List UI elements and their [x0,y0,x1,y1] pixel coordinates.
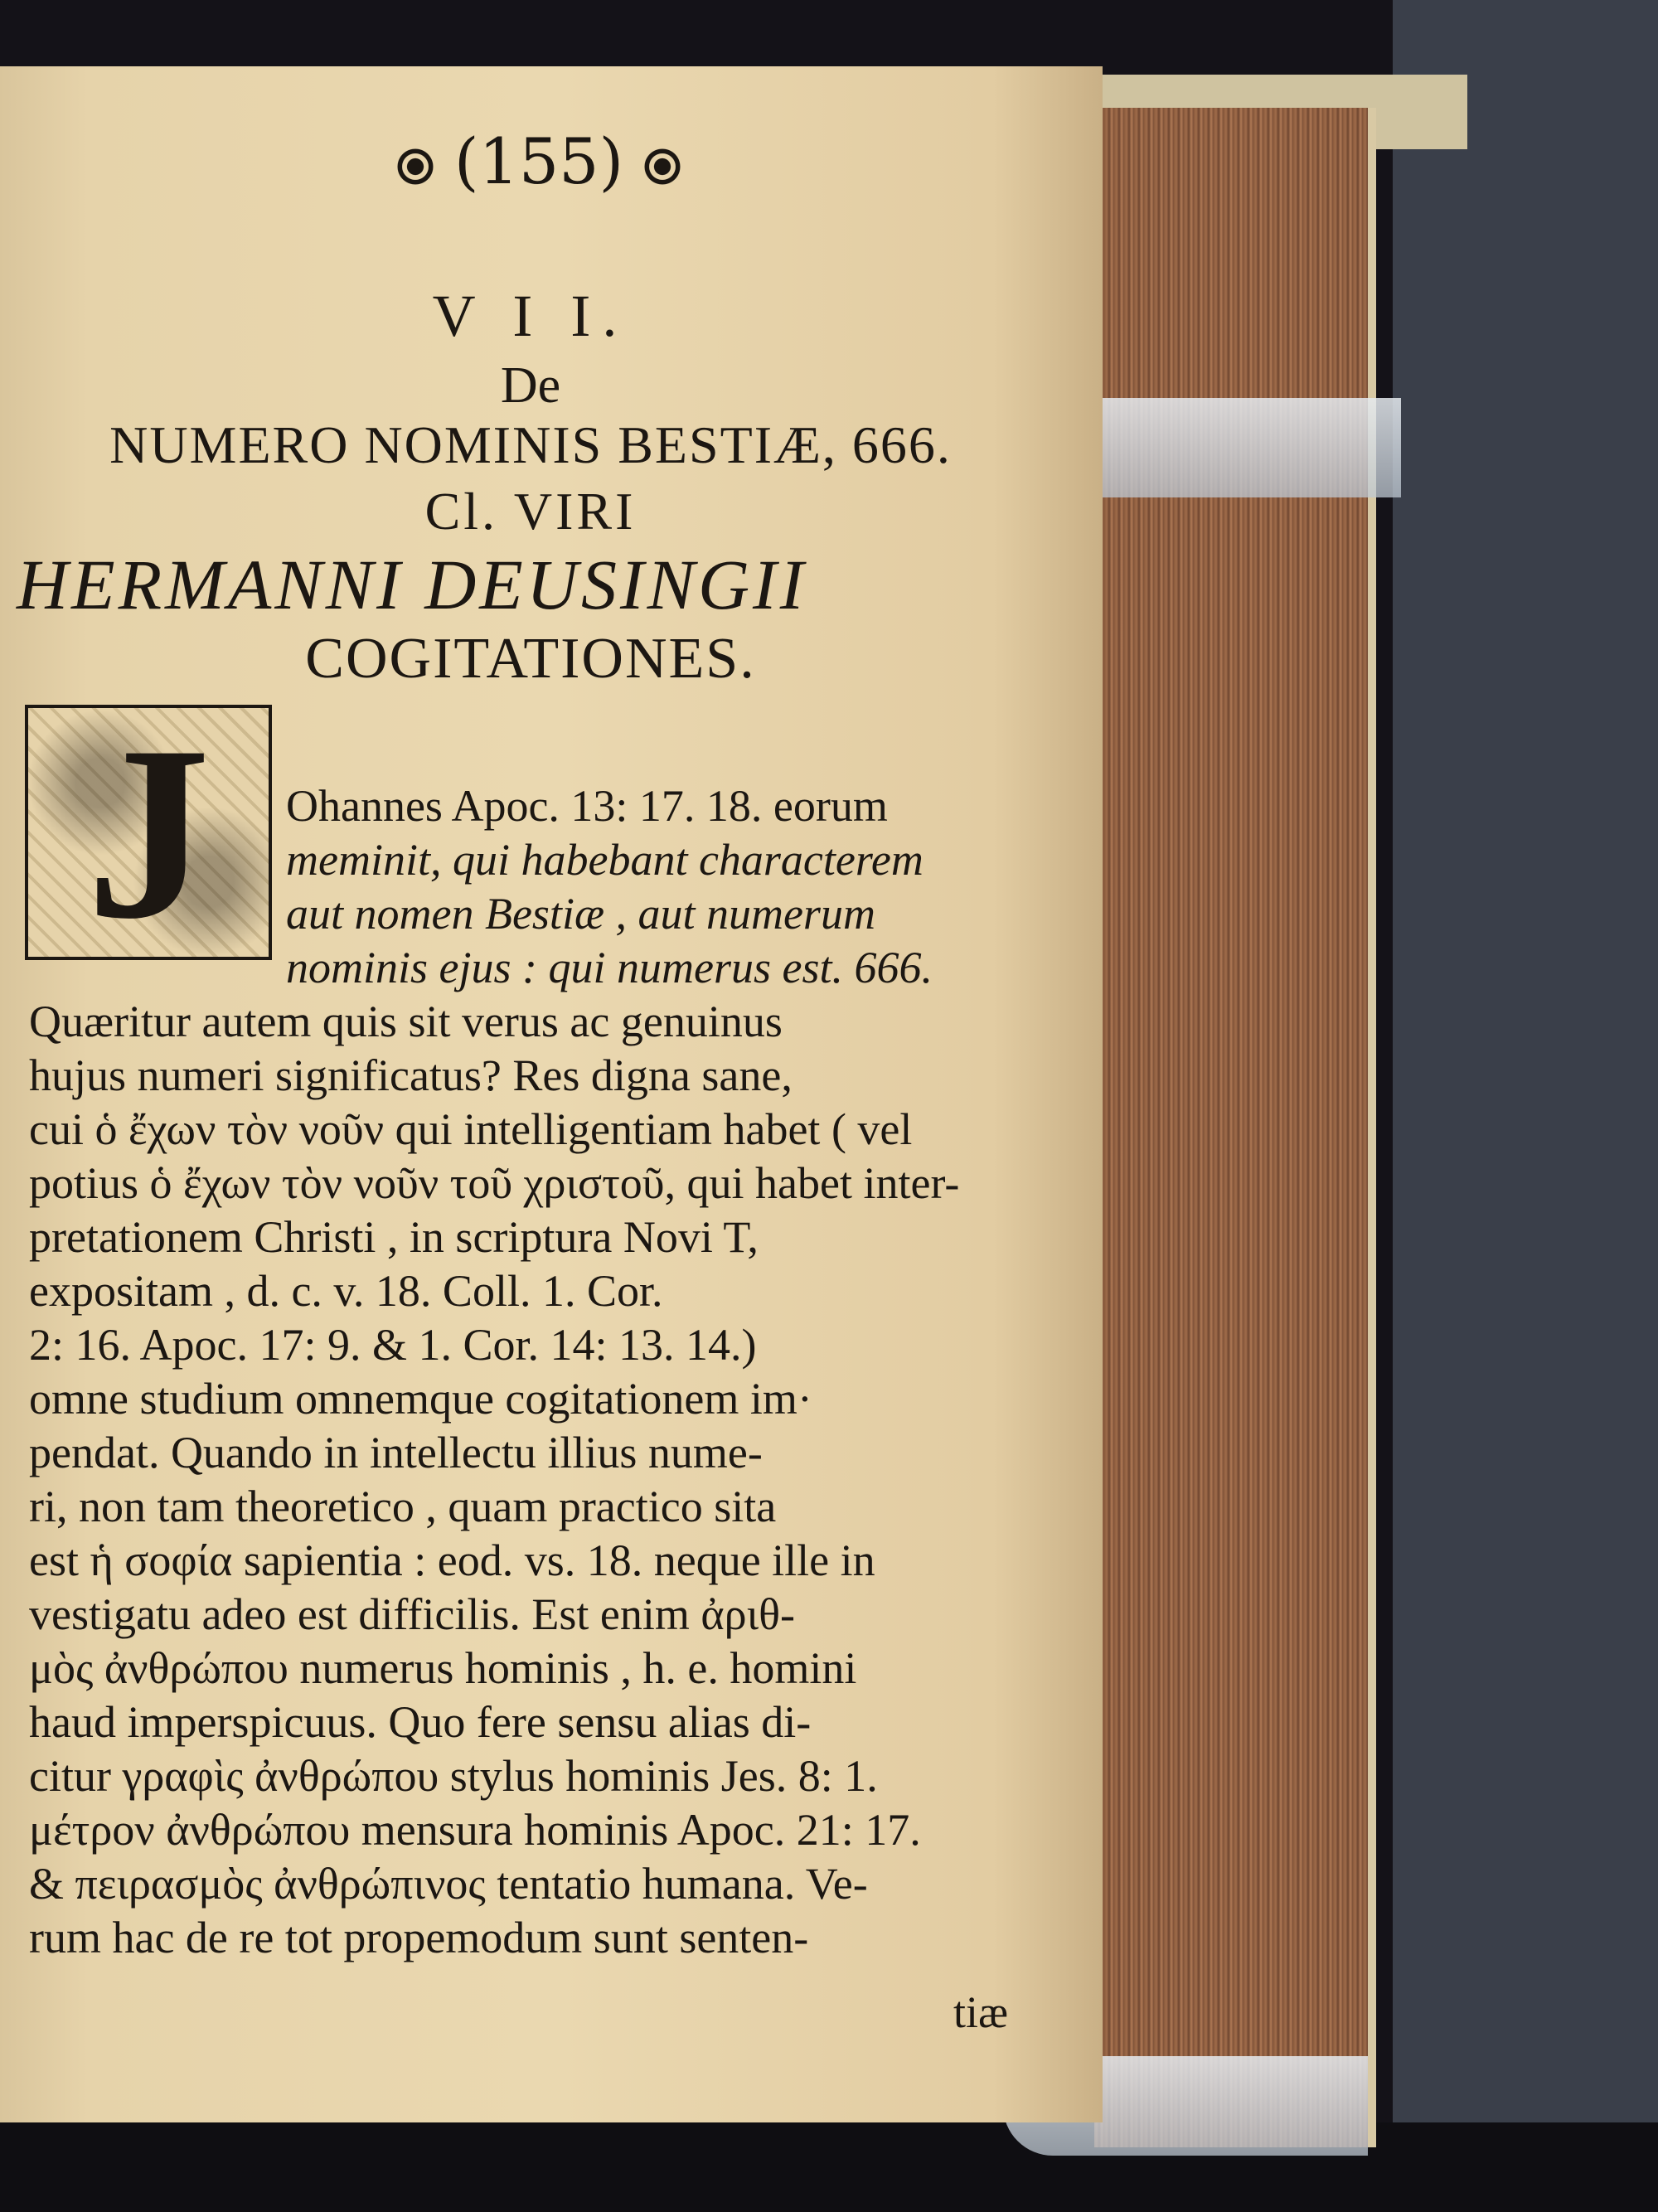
body-line: rum hac de re tot propemodum sunt senten- [29,1913,809,1962]
title-author: HERMANNI DEUSINGII [17,545,807,624]
body-line: & πειρασμὸς ἀνθρώπινος tentatio humana. Ve- [29,1859,868,1909]
body-line: haud imperspicuus. Quo fere sensu alias di- [29,1697,812,1747]
body-line: cui ὁ ἔχων τὸν νοῦν qui intelligentiam habet ( vel [29,1104,913,1154]
body-line: Ohannes Apoc. 13: 17. 18. eorum [286,781,888,831]
body-line: ri, non tam theoretico , quam practico sita [29,1482,777,1531]
body-line: μέτρον ἀνθρώπου mensura hominis Apoc. 21: 17. [29,1805,921,1855]
decorated-initial [25,695,272,970]
body-line: hujus numeri significatus? Res digna sane, [29,1050,793,1100]
title-cogitationes: COGITATIONES. [305,627,756,691]
title-numero: NUMERO NOMINIS BESTIÆ, 666. [109,415,952,474]
initial-letter: J [86,695,211,970]
ornament-icon [643,148,681,186]
body-line: vestigatu adeo est difficilis. Est enim ἀριθ- [29,1589,795,1639]
background-bottom [0,2122,1658,2212]
body-line: aut nomen Bestiæ , aut numerum [286,889,875,939]
body-line: meminit, qui habebant characterem [286,835,924,885]
body-line: Quæritur autem quis sit verus ac genuinus [29,997,783,1046]
title-de: De [500,357,561,414]
body-line: omne studium omnemque cogitationem im· [29,1374,812,1424]
body-line: nominis ejus : qui numerus est. 666. [286,943,933,992]
body-line: 2: 16. Apoc. 17: 9. & 1. Cor. 14: 13. 14.) [29,1320,757,1370]
page-header [0,124,1078,198]
body-line: est ἡ σοφία sapientia : eod. vs. 18. neque ille in [29,1535,875,1585]
body-line: pretationem Christi , in scriptura Novi T, [29,1212,759,1262]
page-number: (155) [453,124,624,198]
title-cl-viri: Cl. VIRI [424,482,637,541]
body-line: pendat. Quando in intellectu illius nume- [29,1428,763,1477]
body-line: potius ὁ ἔχων τὸν νοῦν τοῦ χριστοῦ, qui habet inter- [29,1158,960,1208]
ornament-icon [396,148,434,186]
body-line: citur γραφὶς ἀνθρώπου stylus hominis Jes. 8: 1. [29,1751,878,1801]
background-right [1393,0,1658,2212]
chapter-numeral: V I I. [432,283,629,349]
catchword: tiæ [953,1987,1009,2037]
body-line: expositam , d. c. v. 18. Coll. 1. Cor. [29,1266,663,1316]
body-line: μὸς ἀνθρώπου numerus hominis , h. e. homini [29,1643,857,1693]
